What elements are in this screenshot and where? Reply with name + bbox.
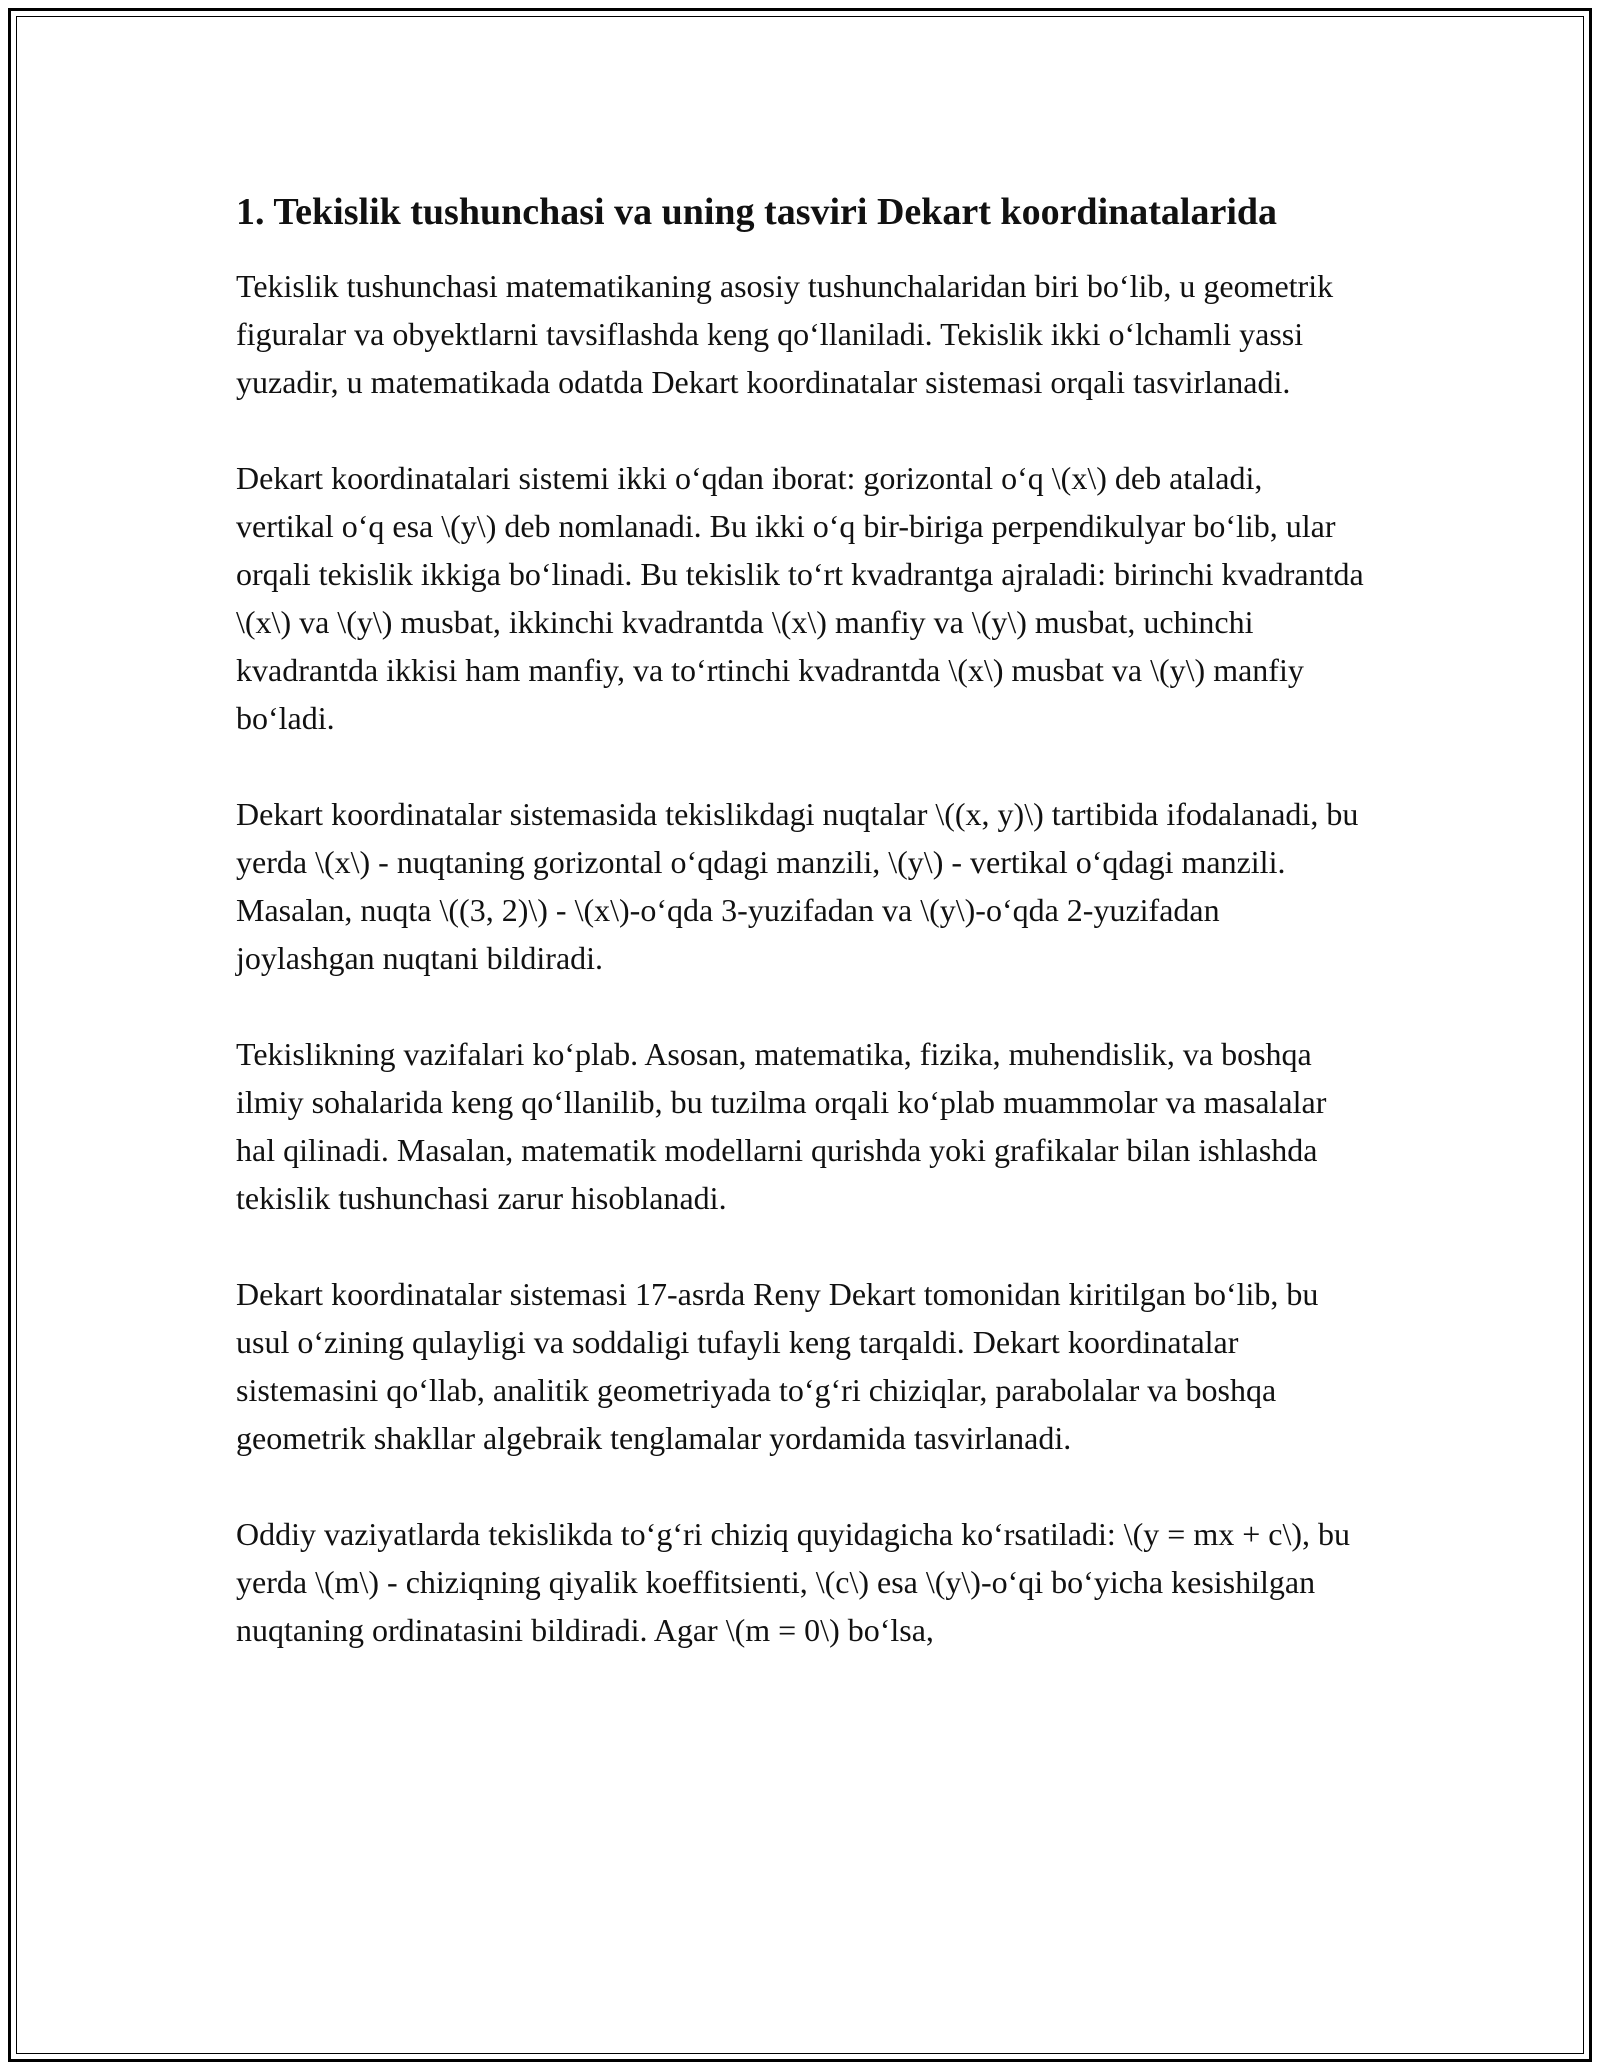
section-heading: 1. Tekislik tushunchasi va uning tasviri Dekart koordinatalarida (236, 191, 1278, 233)
document-body (236, 184, 1366, 1702)
paragraph-axes: Dekart koordinatalari sistemi ikki o‘qdan iborat: gorizontal o‘q \(x\) deb ataladi, vertikal o‘q esa \(y\) deb nomlanadi. Bu ikki o‘q bir-biriga perpendikulyar bo‘lib, ular orqali tekislik ikkiga bo‘linadi. Bu tekislik to‘rt kvadrantga ajraladi: birinchi kvadrantda \(x\) va \(y\) musbat, ikkinchi kvadrantda \(x\) manfiy va \(y\) musbat, uchinchi kvadrantda ikkisi ham manfiy, va to‘rtinchi kvadrantda \(x\) musbat va \(y\) manfiy bo‘ladi. (236, 460, 1364, 736)
paragraph-intro: Tekislik tushunchasi matematikaning asosiy tushunchalaridan biri bo‘lib, u geometrik figuralar va obyektlarni tavsiflashda keng qo‘llaniladi. Tekislik ikki o‘lchamli yassi yuzadir, u matematikada odatda Dekart koordinatalar sistemasi orqali tasvirlanadi. (236, 268, 1334, 400)
paragraph-history: Dekart koordinatalar sistemasi 17-asrda Reny Dekart tomonidan kiritilgan bo‘lib, bu usul o‘zining qulayligi va soddaligi tufayli keng tarqaldi. Dekart koordinatalar sistemasini qo‘llab, analitik geometriyada to‘g‘ri chiziqlar, parabolalar va boshqa geometrik shakllar algebraik tenglamalar yordamida tasvirlanadi. (236, 1276, 1319, 1456)
paragraph-points: Dekart koordinatalar sistemasida tekislikdagi nuqtalar \((x, y)\) tartibida ifodalanadi, bu yerda \(x\) - nuqtaning gorizontal o‘qdagi manzili, \(y\) - vertikal o‘qdagi manzili. Masalan, nuqta \((3, 2)\) - \(x\)-o‘qda 3-yuzifadan va \(y\)-o‘qda 2-yuzifadan joylashgan nuqtani bildiradi. (236, 796, 1359, 976)
paragraph-line-equation: Oddiy vaziyatlarda tekislikda to‘g‘ri chiziq quyidagicha ko‘rsatiladi: \(y = mx + c\), bu yerda \(m\) - chiziqning qiyalik koeffitsienti, \(c\) esa \(y\)-o‘qi bo‘yicha kesishilgan nuqtaning ordinatasini bildiradi. Agar \(m = 0\) bo‘lsa, (236, 1516, 1350, 1648)
paragraph-applications: Tekislikning vazifalari ko‘plab. Asosan, matematika, fizika, muhendislik, va boshqa ilmiy sohalarida keng qo‘llanilib, bu tuzilma orqali ko‘plab muammolar va masalalar hal qilinadi. Masalan, matematik modellarni qurishda yoki grafikalar bilan ishlashda tekislik tushunchasi zarur hisoblanadi. (236, 1036, 1327, 1216)
